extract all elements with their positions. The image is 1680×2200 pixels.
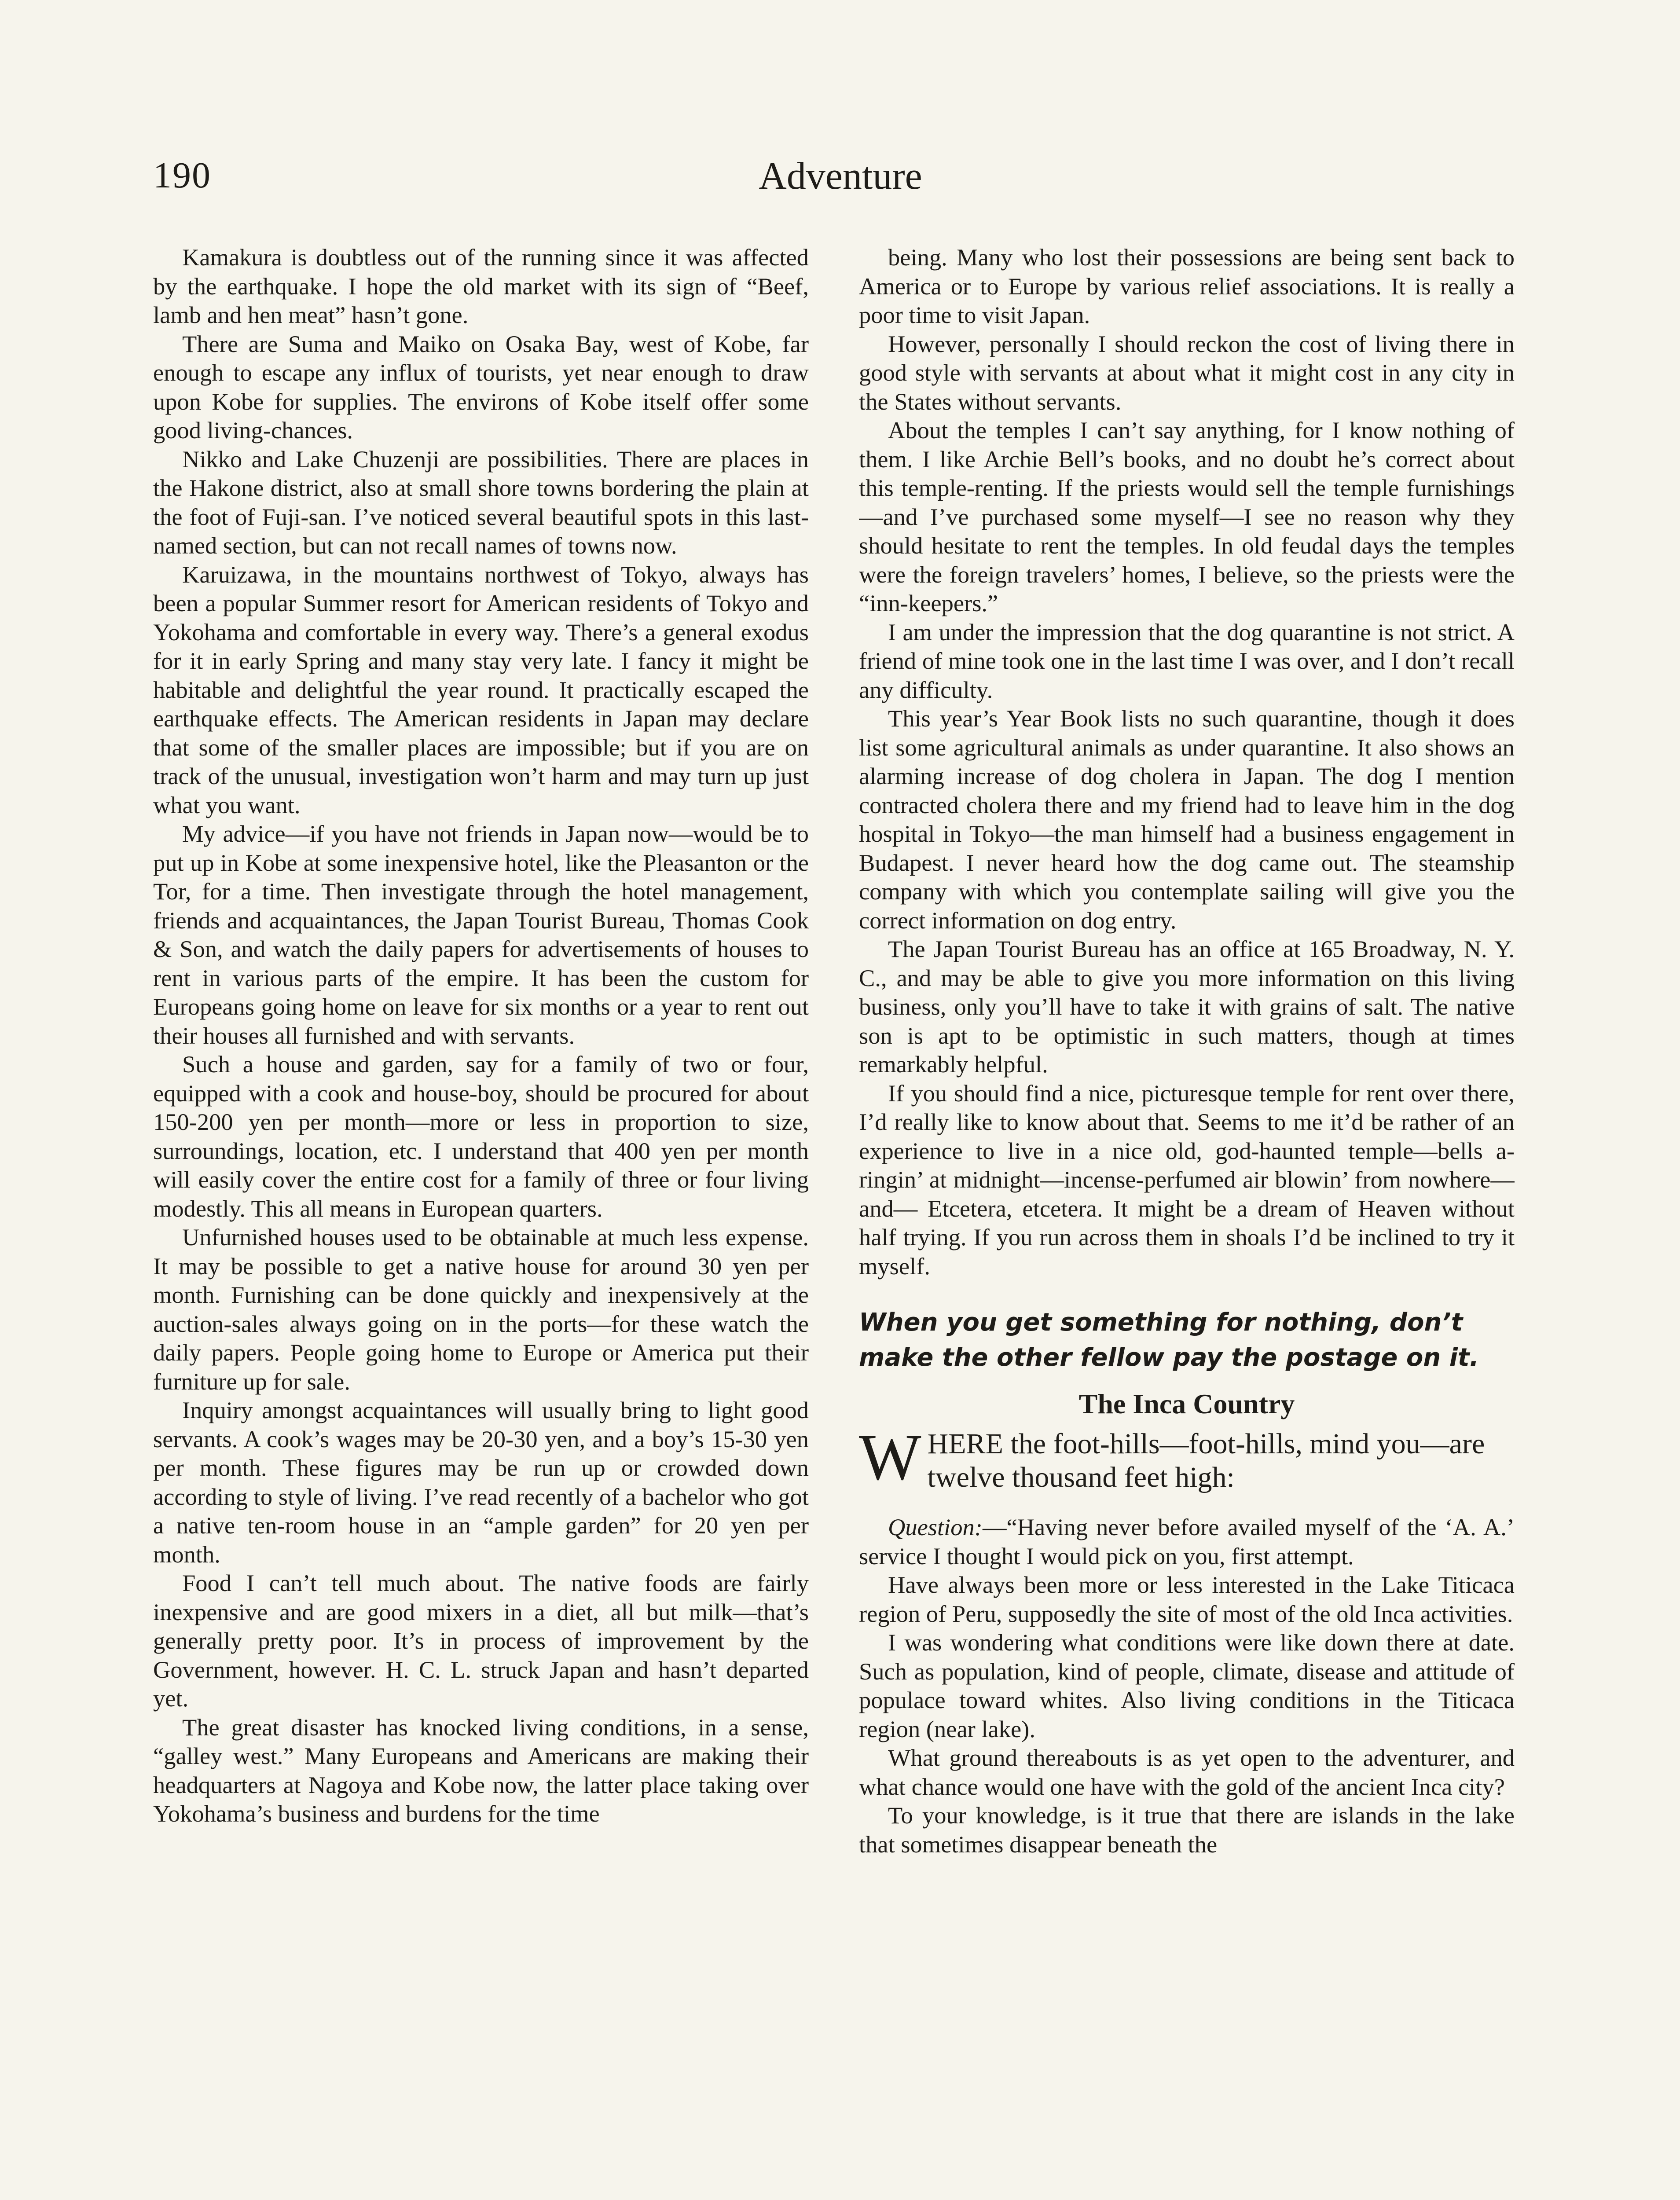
paragraph: Nikko and Lake Chuzenji are possibilities. There are places in the Hakone district, also at small shore towns bordering the plain at the foot of Fuji-san. I’ve noticed several beautiful spots in this last-named section, but can not recall names of towns now. (153, 445, 809, 559)
lead-text: HERE the foot-hills—foot-hills, mind you—are twelve thousand feet high: (927, 1428, 1485, 1493)
paragraph: The Japan Tourist Bureau has an office at 165 Broadway, N. Y. C., and may be able to give you more information on this living business, only you’ll have to take it with grains of salt. The native son is apt to be optimistic in such matters, though at times remarkably helpful. (859, 935, 1515, 1078)
callout-motto: When you get something for nothing, don’t make the other fellow pay the postage on it. (859, 1308, 1479, 1372)
paragraph: Such a house and garden, say for a family of two or four, equipped with a cook and house-boy, should be procured for about 150-200 yen per month—more or less in proportion to size, surroundings, location, etc. I understand that 400 yen per month will easily cover the entire cost for a family of three or four living modestly. This all means in European quarters. (153, 1051, 809, 1222)
lead-paragraph (859, 1421, 1515, 1494)
paragraph: To your knowledge, is it true that there are islands in the lake that sometimes disappear beneath the (859, 1802, 1515, 1858)
paragraph: I was wondering what conditions were like down there at date. Such as population, kind of people, climate, disease and attitude of populace toward whites. Also living conditions in the Titicaca region (near lake). (859, 1629, 1515, 1742)
paragraph: Food I can’t tell much about. The native foods are fairly inexpensive and are good mixers in a diet, all but milk—that’s generally pretty poor. It’s in process of improvement by the Government, however. H. C. L. struck Japan and hasn’t departed yet. (153, 1569, 809, 1712)
paragraph: I am under the impression that the dog quarantine is not strict. A friend of mine took one in the last time I was over, and I don’t recall any difficulty. (859, 618, 1515, 703)
paragraph: being. Many who lost their possessions are being sent back to America or to Europe by various relief associations. It is really a poor time to visit Japan. (859, 244, 1515, 328)
paragraph: The great disaster has knocked living conditions, in a sense, “galley west.” Many Europeans and Americans are making their headquarters at Nagoya and Kobe now, the latter place taking over Yokohama’s business and burdens for the time (153, 1713, 809, 1827)
paragraph: Inquiry amongst acquaintances will usually bring to light good servants. A cook’s wages may be 20-30 yen, and a boy’s 15-30 yen per month. These figures may be run up or crowded down according to style of living. I’ve read recently of a bachelor who got a native ten-room house in an “ample garden” for 20 yen per month. (153, 1397, 809, 1568)
paragraph: What ground thereabouts is as yet open to the adventurer, and what chance would one have with the gold of the ancient Inca city? (859, 1744, 1515, 1800)
paragraph: There are Suma and Maiko on Osaka Bay, west of Kobe, far enough to escape any influx of tourists, yet near enough to draw upon Kobe for supplies. The environs of Kobe itself offer some good living-chances. (153, 330, 809, 444)
question-paragraph (859, 1513, 1515, 1570)
paragraph: About the temples I can’t say anything, for I know nothing of them. I like Archie Bell’s books, and no doubt he’s correct about this temple-renting. If the priests would sell the temple furnishings—and I’ve purchased some myself—I see no reason why they should hesitate to rent the temples. In old feudal days the temples were the foreign travelers’ homes, I believe, so the priests were the “inn-keepers.” (859, 417, 1515, 616)
page-header (153, 154, 1528, 216)
paragraph: Have always been more or less interested in the Lake Titicaca region of Peru, supposedly the site of most of the old Inca activities. (859, 1571, 1515, 1627)
drop-cap: W (859, 1421, 921, 1494)
paragraph: If you should find a nice, picturesque temple for rent over there, I’d really like to know about that. Seems to me it’d be rather of an experience to live in a nice old, god-haunted temple—bells a-ringin’ at midnight—incense-perfumed air blowin’ from nowhere—and— Etcetera, etcetera. It might be a dream of Heaven without half trying. If you run across them in shoals I’d be inclined to try it myself. (859, 1079, 1515, 1280)
paragraph: Kamakura is doubtless out of the running since it was affected by the earthquake. I hope the old market with its sign of “Beef, lamb and hen meat” hasn’t gone. (153, 244, 809, 328)
paragraph: However, personally I should reckon the cost of living there in good style with servants at about what it might cost in any city in the States without servants. (859, 330, 1515, 415)
section-title: The Inca Country (1078, 1388, 1295, 1419)
running-title: Adventure (759, 155, 922, 198)
paragraph: My advice—if you have not friends in Japan now—would be to put up in Kobe at some inexpensive hotel, like the Pleasanton or the Tor, for a time. Then investigate through the hotel management, friends and acquaintances, the Japan Tourist Bureau, Thomas Cook & Son, and watch the daily papers for advertisements of houses to rent in various parts of the empire. It has been the custom for Europeans going home on leave for six months or a year to rent out their houses all furnished and with servants. (153, 820, 809, 1049)
question-label: Question: (888, 1514, 983, 1540)
paragraph: This year’s Year Book lists no such quarantine, though it does list some agricultural animals as under quarantine. It also shows an alarming increase of dog cholera in Japan. The dog I mention contracted cholera there and my friend had to leave him in the dog hospital in Tokyo—the man himself had a business engagement in Budapest. I never heard how the dog came out. The steamship company with which you contemplate sailing will give you the correct information on dog entry. (859, 705, 1515, 934)
page-number: 190 (153, 155, 211, 196)
left-column (153, 243, 809, 2200)
paragraph: Unfurnished houses used to be obtainable at much less expense. It may be possible to get a native house for around 30 yen per month. Furnishing can be done quickly and inexpensively at the auction-sales always going on in the ports—for these watch the daily papers. People going home to Europe or America put their furniture up for sale. (153, 1224, 809, 1395)
paragraph: Karuizawa, in the mountains northwest of Tokyo, always has been a popular Summer resort for American residents of Tokyo and Yokohama and comfortable in every way. There’s a general exodus for it in early Spring and many stay very late. I fancy it might be habitable and delightful the year round. It practically escaped the earthquake effects. The American residents in Japan may declare that some of the smaller places are impossible; but if you are on track of the unusual, investigation won’t harm and may turn up just what you want. (153, 561, 809, 818)
question-text: —“Having never before availed myself of the ‘A. A.’ service I thought I would pick on you, first attempt. (859, 1514, 1515, 1569)
right-column (859, 243, 1515, 2200)
